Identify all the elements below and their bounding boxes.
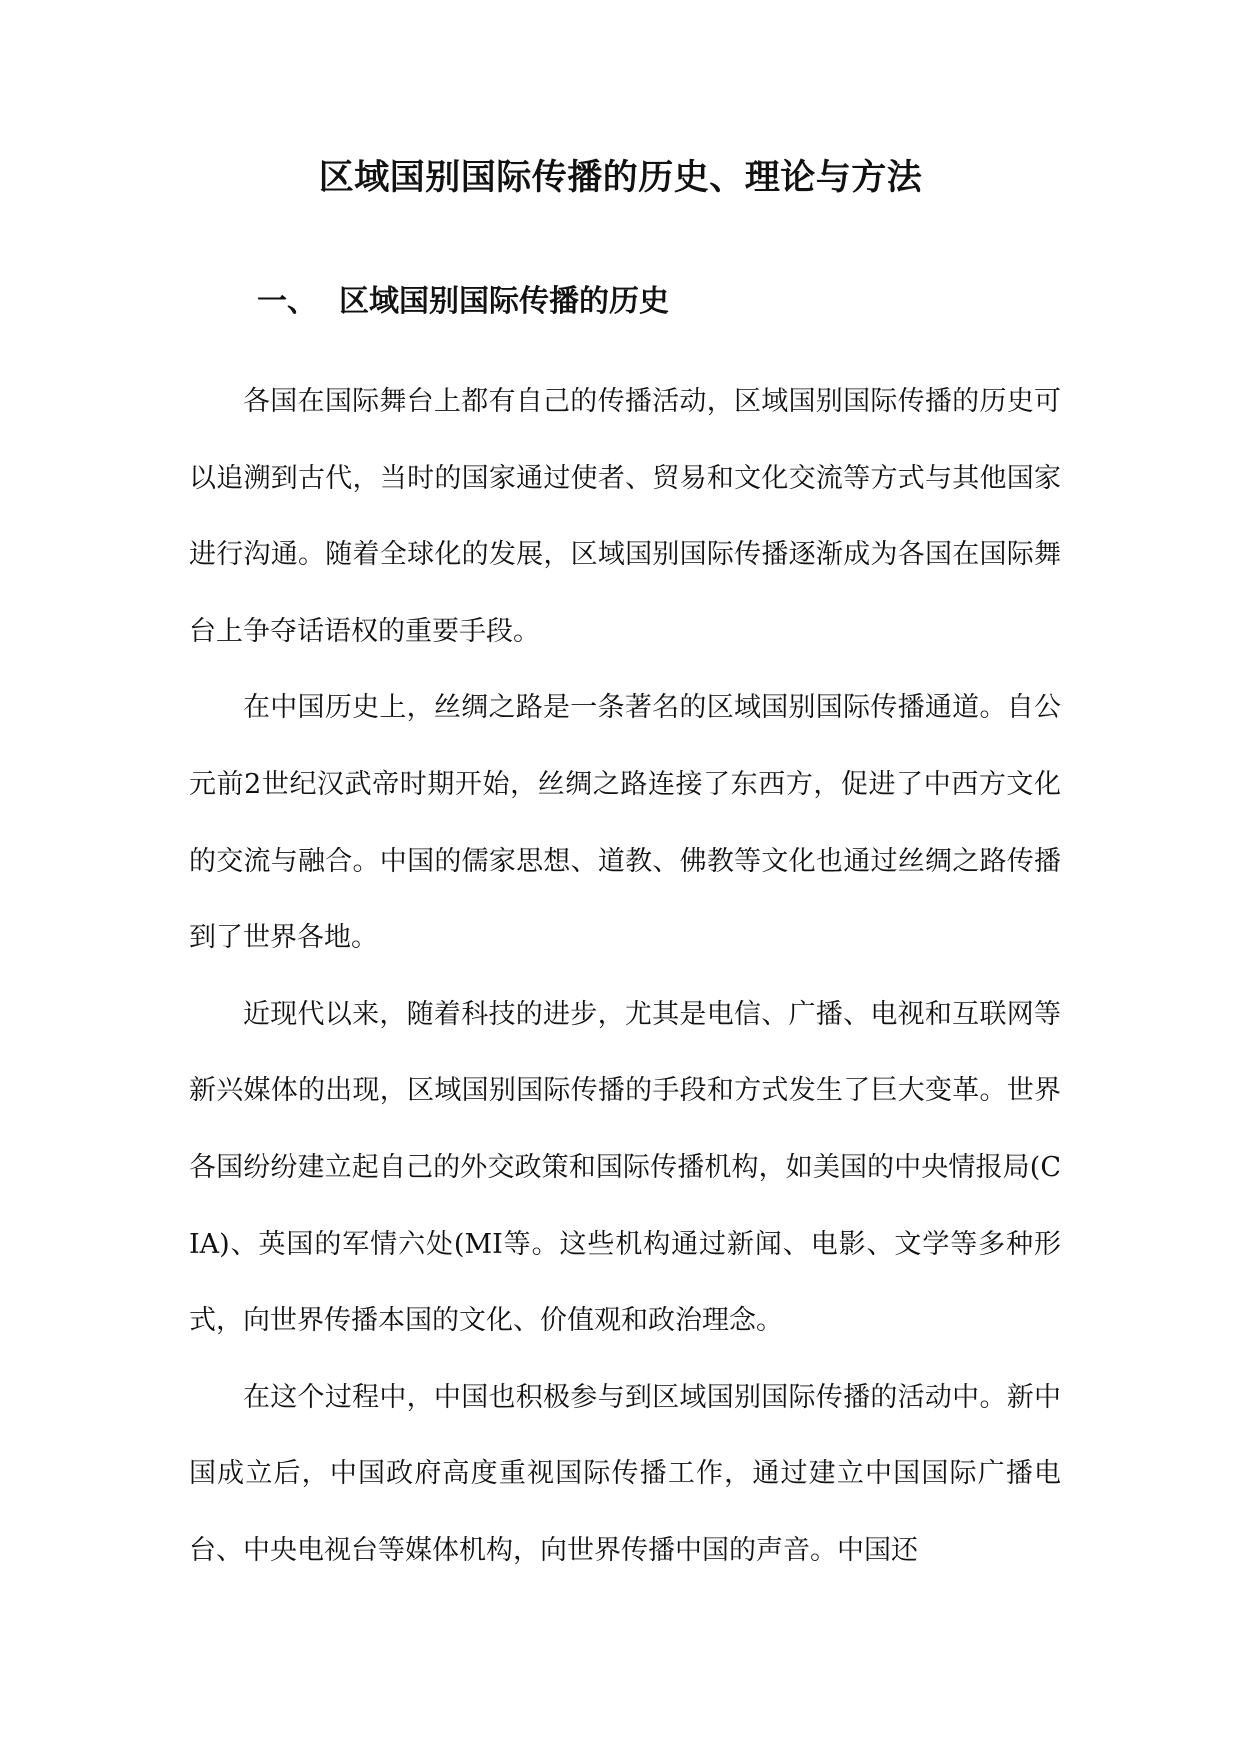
document-title: 区域国别国际传播的历史、理论与方法: [318, 157, 923, 198]
paragraph-3: 近现代以来，随着科技的进步，尤其是电信、广播、电视和互联网等新兴媒体的出现，区域国别国际传播的手段和方式发生了巨大变革。世界各国纷纷建立起自己的外交政策和国际传播机构，如美国的中央情报局(CIA)、英国的军情六处(MI等。这些机构通过新闻、电影、文学等多种形式，向世界传播本国的文化、价值观和政治理念。: [189, 998, 1061, 1337]
paragraph-4: 在这个过程中，中国也积极参与到区域国别国际传播的活动中。新中国成立后，中国政府高度重视国际传播工作，通过建立中国国际广播电台、中央电视台等媒体机构，向世界传播中国的声音。中国还: [189, 1381, 1061, 1566]
paragraph-2: 在中国历史上，丝绸之路是一条著名的区域国别国际传播通道。自公元前2世纪汉武帝时期开始，丝绸之路连接了东西方，促进了中西方文化的交流与融合。中国的儒家思想、道教、佛教等文化也通过丝绸之路传播到了世界各地。: [189, 692, 1061, 954]
section-title: 区域国别国际传播的历史: [339, 284, 669, 319]
paragraph-1: 各国在国际舞台上都有自己的传播活动，区域国别国际传播的历史可以追溯到古代，当时的国家通过使者、贸易和文化交流等方式与其他国家进行沟通。随着全球化的发展，区域国别国际传播逐渐成为各国在国际舞台上争夺话语权的重要手段。: [189, 386, 1061, 647]
body-text: [189, 364, 1061, 1590]
section-heading: [257, 276, 669, 328]
section-number: 一、: [257, 284, 317, 319]
